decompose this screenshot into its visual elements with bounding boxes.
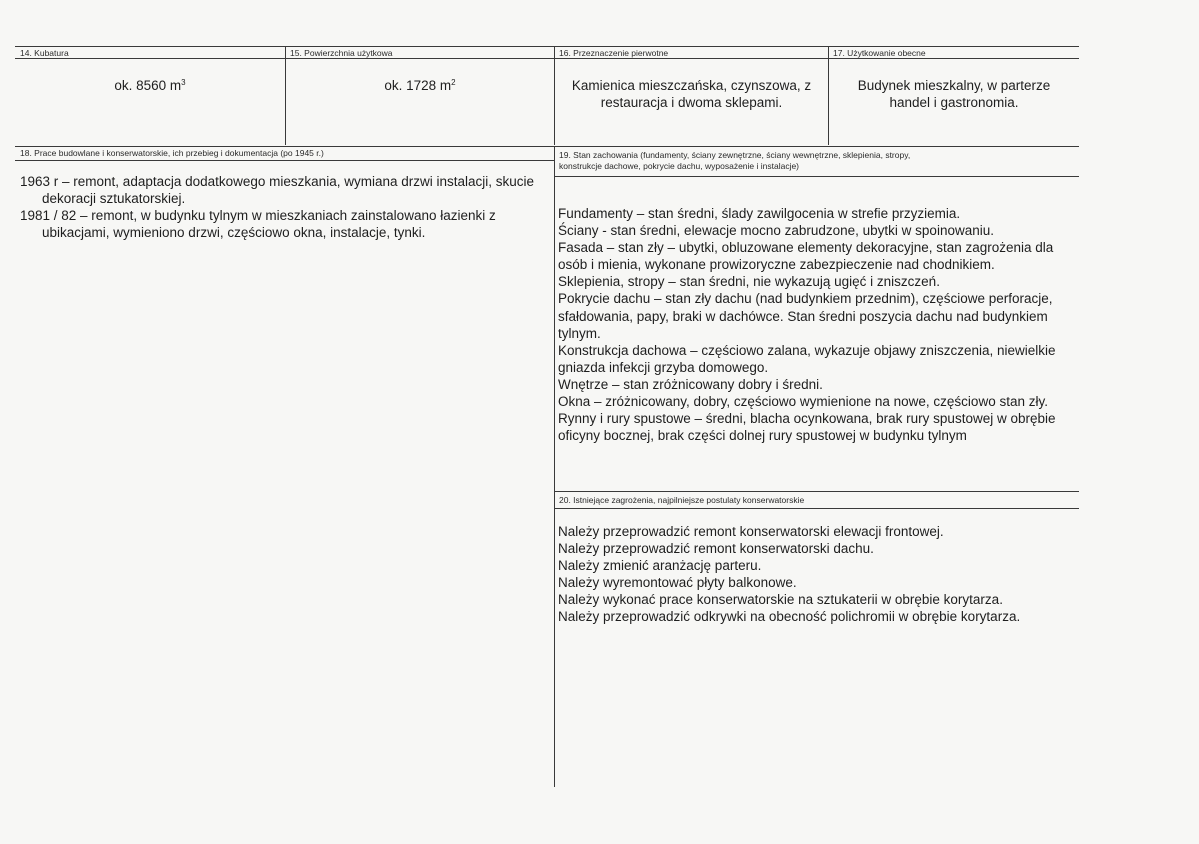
- condition-label-line-2: konstrukcje dachowe, pokrycie dachu, wyposażenie i instalacje): [559, 161, 800, 171]
- top-row-border: [15, 46, 1079, 47]
- threat-item: Należy przeprowadzić remont konserwatorski elewacji frontowej.: [558, 524, 944, 539]
- przeznaczenie-value: [555, 77, 828, 111]
- kubatura-value: [15, 77, 285, 94]
- uzytkowanie-line-1: Budynek mieszkalny, w parterze: [857, 78, 1051, 93]
- threat-item: Należy przeprowadzić odkrywki na obecność polichromii w obrębie korytarza.: [558, 609, 1021, 625]
- label-underline-18: [15, 160, 554, 161]
- threat-item: Należy przeprowadzić remont konserwatorski dachu.: [558, 541, 874, 557]
- powierzchnia-number: ok. 1728 m: [384, 78, 452, 93]
- main-col-divider: [554, 146, 555, 787]
- threat-item: Należy wykonać prace konserwatorskie na sztukaterii w obrębie korytarza.: [558, 592, 1003, 608]
- works-label: 18. Prace budowlane i konserwatorskie, ich przebieg i dokumentacja (po 1945 r.): [20, 148, 324, 158]
- threats-list: [558, 523, 1082, 626]
- condition-sciany: Ściany - stan średni, elewacje mocno zabrudzone, ubytki w spoinowaniu.: [558, 223, 994, 239]
- przeznaczenie-line-2: restauracja i dwoma sklepami.: [600, 95, 783, 110]
- col-divider-1: [285, 46, 286, 145]
- condition-label-line-1: 19. Stan zachowania (fundamenty, ściany zewnętrzne, ściany wewnętrzne, sklepienia, stropy,: [559, 150, 911, 160]
- kubatura-unit-exponent: 3: [181, 78, 186, 87]
- condition-fundamenty: Fundamenty – stan średni, ślady zawilgocenia w strefie przyziemia.: [558, 206, 961, 221]
- kubatura-number: ok. 8560 m: [114, 78, 182, 93]
- powierzchnia-label: 15. Powierzchnia użytkowa: [290, 48, 393, 58]
- powierzchnia-unit-exponent: 2: [451, 78, 456, 87]
- condition-wnetrze: Wnętrze – stan zróżnicowany dobry i średni.: [558, 376, 823, 392]
- section-18-border: [15, 146, 1079, 147]
- condition-konstrukcja-dachowa: Konstrukcja dachowa – częściowo zalana, wykazuje objawy zniszczenia, niewielkie gniazda infekcji grzyba domowego.: [558, 342, 1056, 375]
- uzytkowanie-label: 17. Użytkowanie obecne: [833, 48, 926, 58]
- threats-label: 20. Istniejące zagrożenia, najpilniejsze postulaty konserwatorskie: [559, 495, 805, 505]
- works-entry-1981: 1981 / 82 – remont, w budynku tylnym w mieszkaniach zainstalowano łazienki z ubikacjami, wymieniono drzwi, częściowo okna, instalacje, tynki.: [20, 208, 496, 241]
- label-underline-20: [555, 508, 1079, 509]
- condition-sklepienia: Sklepienia, stropy – stan średni, nie wykazują ugięć i zniszczeń.: [558, 274, 940, 290]
- works-list: [20, 173, 552, 241]
- kubatura-label: 14. Kubatura: [20, 48, 69, 58]
- powierzchnia-value: [286, 77, 554, 94]
- threat-item: Należy zmienić aranżację parteru.: [558, 558, 762, 574]
- uzytkowanie-value: [829, 77, 1079, 111]
- condition-rynny: Rynny i rury spustowe – średni, blacha ocynkowana, brak rury spustowej w obrębie oficyny bocznej, brak części dolnej rury spustowej w budynku tylnym: [558, 411, 1056, 444]
- uzytkowanie-line-2: handel i gastronomia.: [889, 95, 1019, 110]
- condition-okna: Okna – zróżnicowany, dobry, częściowo wymienione na nowe, częściowo stan zły.: [558, 394, 1048, 410]
- condition-pokrycie-dachu: Pokrycie dachu – stan zły dachu (nad budynkiem przednim), częściowe perforacje, sfałdowania, papy, braki w dachówce. Stan średni poszycia dachu nad budynkiem tylnym.: [558, 291, 1053, 341]
- przeznaczenie-line-1: Kamienica mieszczańska, czynszowa, z: [571, 78, 812, 93]
- condition-list: [558, 205, 1082, 444]
- section-20-border: [555, 491, 1079, 492]
- condition-fasada: Fasada – stan zły – ubytki, obluzowane elementy dekoracyjne, stan zagrożenia dla osób i mienia, wykonane prowizoryczne zabezpieczenie nad chodnikiem.: [558, 240, 1054, 273]
- threat-item: Należy wyremontować płyty balkonowe.: [558, 575, 797, 591]
- works-entry-1963: 1963 r – remont, adaptacja dodatkowego mieszkania, wymiana drzwi instalacji, skucie dekoracji sztukatorskiej.: [20, 174, 535, 207]
- przeznaczenie-label: 16. Przeznaczenie pierwotne: [559, 48, 669, 58]
- label-underline-19: [555, 176, 1079, 177]
